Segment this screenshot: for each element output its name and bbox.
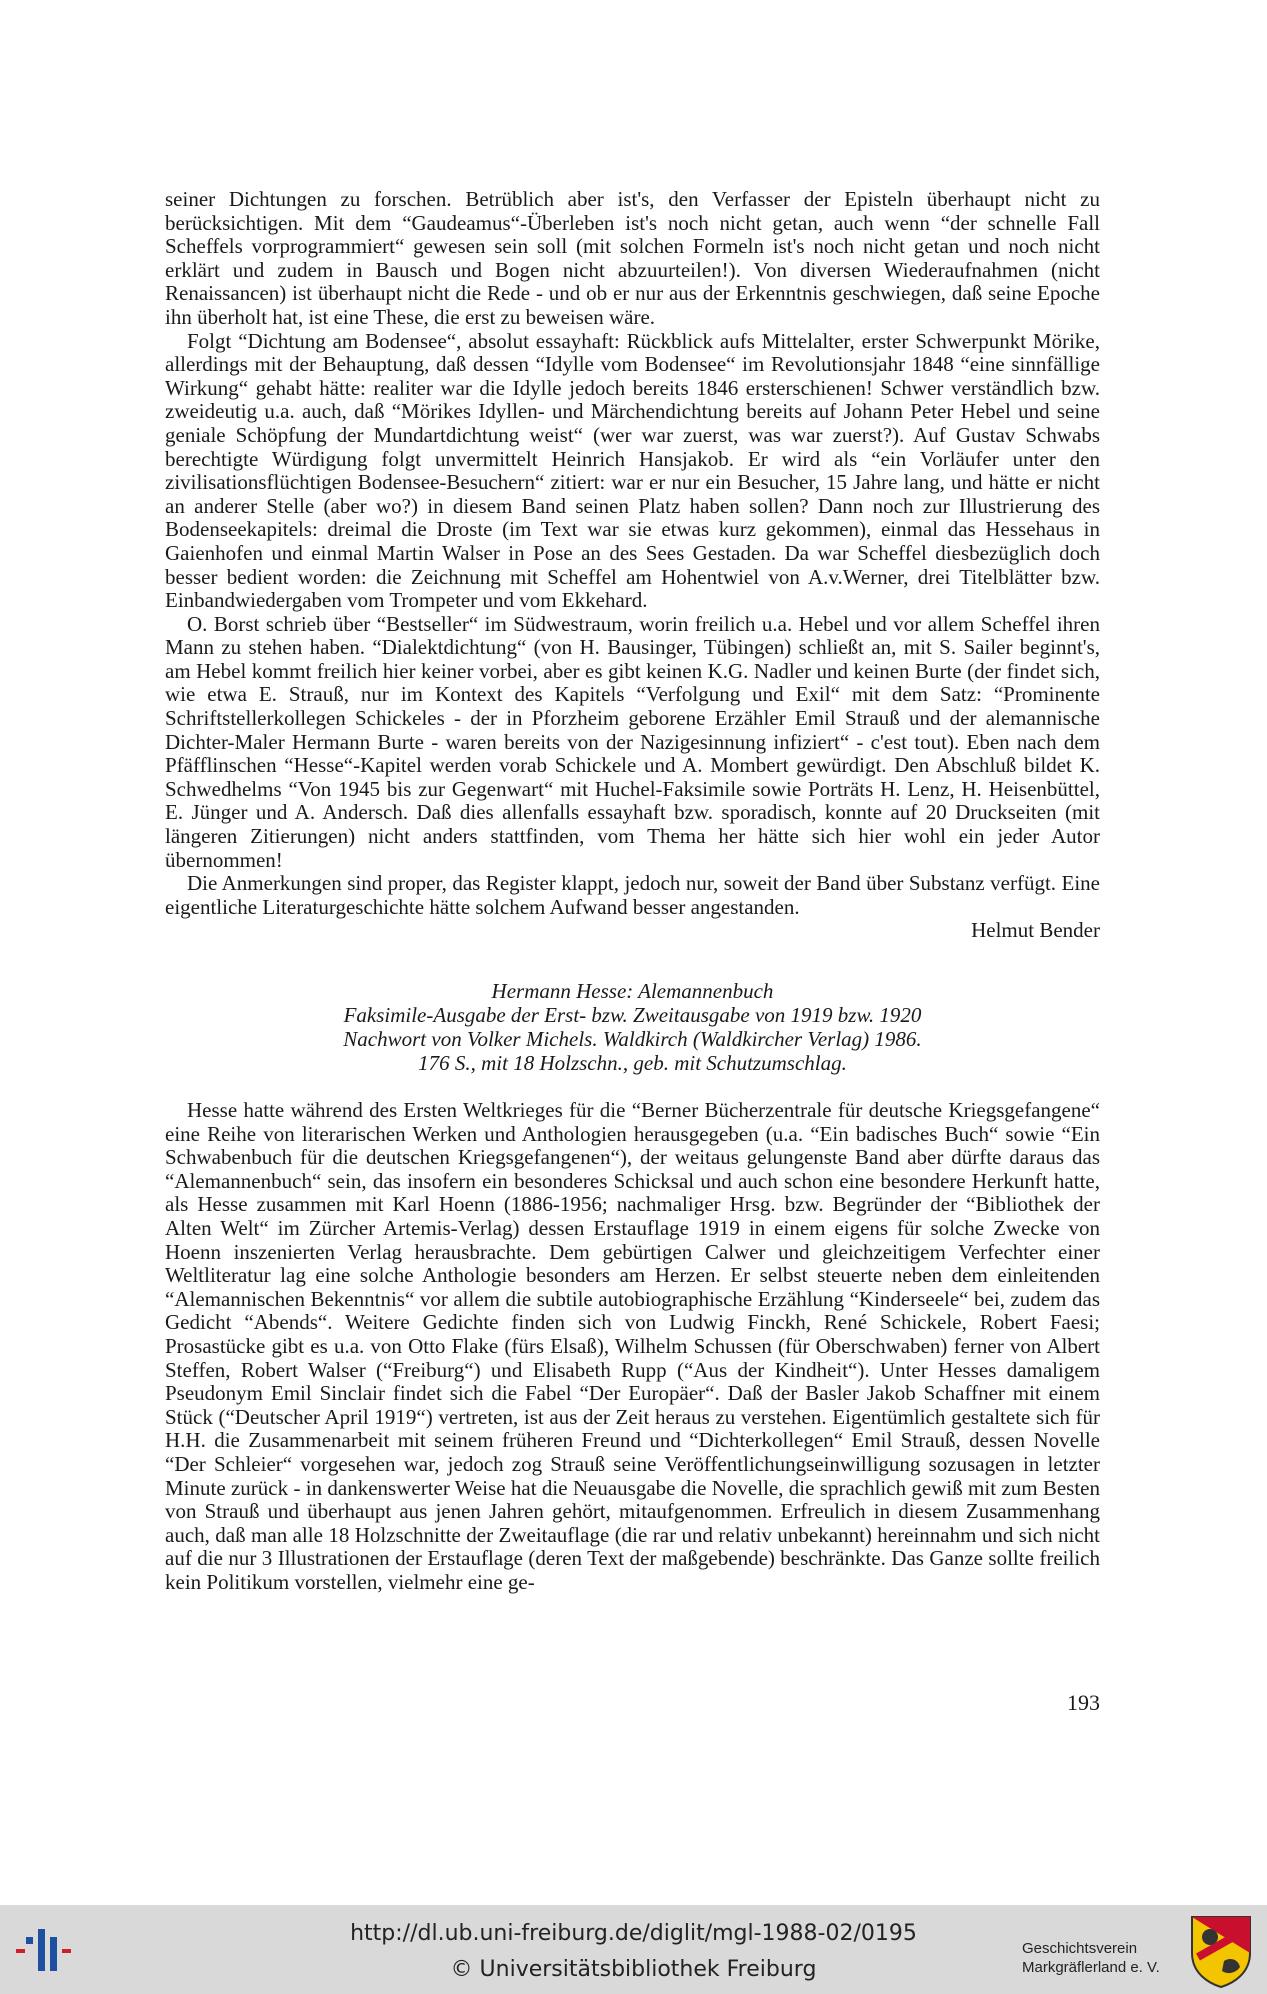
article-text <box>165 188 1100 1594</box>
paragraph: seiner Dichtungen zu forschen. Betrüblich aber ist's, den Verfasser der Episteln überhaupt nicht zu berücksichtigen. Mit dem “Gaudeamus“-Überleben ist's noch nicht getan, auch wenn “der schnelle Fall Scheffels vorprogrammiert“ gewesen sein soll (mit solchen Formeln ist's noch nicht getan und noch nicht erklärt und zudem in Bausch und Bogen nicht abzuurteilen!). Von diversen Wiederaufnahmen (nicht Renaissancen) ist überhaupt nicht die Rede - und ob er nur aus der Erkenntnis geschwiegen, daß seine Epoche ihn überholt hat, ist eine These, die erst zu beweisen wäre. <box>165 187 1100 329</box>
author-signature: Helmut Bender <box>971 918 1100 943</box>
organization-name-line2: Markgräflerland e. V. <box>1022 1959 1160 1976</box>
paragraph: Hesse hatte während des Ersten Weltkrieges für die “Berner Bücherzentrale für deutsche Kriegsgefangene“ eine Reihe von literarischen Werken und Anthologien herausgegeben (u.a. “Ein badisches Buch“ sowie “Ein Schwabenbuch für die deutschen Kriegsgefangenen“), der weitaus gelungenste Band aber dürfte daraus das “Alemannenbuch“ sein, das insofern ein besonderes Schicksal und auch schon eine besondere Herkunft hatte, als Hesse zusammen mit Karl Hoenn (1886-1956; nachmaliger Hrsg. bzw. Begründer der “Bibliothek der Alten Welt“ im Zürcher Artemis-Verlag) dessen Erstauflage 1919 in einem eigens für solche Zwecke von Hoenn inszenierten Verlag herausbrachte. Dem gebürtigen Calwer und gleichzeitigem Verfechter einer Weltliteratur lag eine solche Anthologie besonders am Herzen. Er selbst steuerte neben dem einleitenden “Alemannischen Bekenntnis“ vor allem die subtile autobiographische Erzählung “Kinderseele“ bei, zudem das Gedicht “Abends“. Weitere Gedichte finden sich von Ludwig Finckh, René Schickele, Robert Faesi; Prosastücke gibt es u.a. von Otto Flake (fürs Elsaß), Wilhelm Schussen (für Oberschwaben) ferner von Albert Steffen, Robert Walser (“Freiburg“) und Elisabeth Rupp (“Aus der Kindheit“). Unter Hesses damaligem Pseudonym Emil Sinclair findet sich die Fabel “Der Europäer“. Daß der Basler Jakob Schaffner mit einem Stück (“Deutscher April 1919“) vertreten, ist aus der Zeit heraus zu verstehen. Eigentümlich gestaltete sich für H.H. die Zusammenarbeit mit seinem früheren Freund und “Dichterkollegen“ Emil Strauß, dessen Novelle “Der Schleier“ vorgesehen war, jedoch zog Strauß seine Veröffentlichungseinwilligung sozusagen in letzter Minute zurück - in dankenswerter Weise hat die Neuausgabe die Novelle, die sprachlich gewiß mit zum Besten von Strauß und überhaupt aus jenen Jahren gehört, mitaufgenommen. Erfreulich in diesem Zusammenhang auch, daß man alle 18 Holzschnitte der Zweitauflage (die rar und relativ unbekannt) hereinnahm und sich nicht auf die nur 3 Illustrationen der Erstauflage (deren Text der maßgebende) beschränkte. Das Ganze sollte freilich kein Politikum vorstellen, vielmehr eine ge- <box>165 1098 1100 1594</box>
organization-name <box>1022 1939 1160 1977</box>
review-part-two <box>165 1099 1100 1594</box>
book-details-line: Faksimile-Ausgabe der Erst- bzw. Zweitausgabe von 1919 bzw. 1920 <box>343 1003 922 1027</box>
paragraph: Die Anmerkungen sind proper, das Register klappt, jedoch nur, soweit der Band über Substanz verfügt. Eine eigentliche Literaturgeschichte hätte solchem Aufwand besser angestanden. <box>165 871 1100 919</box>
copyright-text: © Universitätsbibliothek Freiburg <box>450 1957 817 1982</box>
organization-name-line1: Geschichtsverein <box>1022 1940 1138 1957</box>
paragraph: Folgt “Dichtung am Bodensee“, absolut essayhaft: Rückblick aufs Mittelalter, erster Schwerpunkt Mörike, allerdings mit der Behauptung, daß dessen “Idylle vom Bodensee“ im Revolutionsjahr 1848 “eine sinnfällige Wirkung“ gehabt hätte: realiter war die Idylle jedoch bereits 1846 ersterschienen! Schwer verständlich bzw. zweideutig u.a. auch, daß “Mörikes Idyllen- und Märchendichtung bereits auf Johann Peter Hebel und seine geniale Schöpfung der Mundartdichtung weist“ (wer war zuerst, was war zuerst?). Auf Gustav Schwabs berechtigte Würdigung folgt unvermittelt Heinrich Hansjakob. Er wird als “ein Vorläufer unter den zivilisationsflüchtigen Bodensee-Besuchern“ zitiert: war er nur ein Besucher, 15 Jahre lang, und hätte er nicht an anderer Stelle (aber wo?) in diesem Band seinen Platz haben sollen? Dann noch zur Illustrierung des Bodenseekapitels: dreimal die Droste (im Text war sie etwas kurz gekommen), einmal das Hessehaus in Gaienhofen und einmal Martin Walser in Pose an des Sees Gestaden. Da war Scheffel diesbezüglich doch besser bedient worden: die Zeichnung mit Scheffel am Hohentwiel von A.v.Werner, drei Titelblätter bzw. Einbandwiedergaben vom Trompeter und vom Ekkehard. <box>165 328 1100 613</box>
viewer-footer <box>0 1905 1267 1994</box>
book-title: Hermann Hesse: Alemannenbuch <box>491 979 774 1003</box>
coat-of-arms-icon[interactable] <box>1188 1913 1254 1989</box>
paragraph: O. Borst schrieb über “Bestseller“ im Südwestraum, worin freilich u.a. Hebel und vor allem Scheffel ihren Mann zu stehen haben. “Dialektdichtung“ (von H. Bausinger, Tübingen) schließt an, mit S. Sailer beginnt's, am Hebel kommt freilich hier keiner vorbei, aber es gibt keinen K.G. Nadler und keinen Burte (der findet sich, wie etwa E. Strauß, nur im Kontext des Kapitels “Verfolgung und Exil“ mit dem Satz: “Prominente Schriftstellerkollegen Schickeles - der in Pforzheim geborene Erzähler Emil Strauß und der alemannische Dichter-Maler Hermann Burte - waren bereits von der Nazigesinnung infiziert“ - c'est tout). Eben nach dem Pfäfflinschen “Hesse“-Kapitel werden vorab Schickele und A. Mombert gewürdigt. Den Abschluß bildet K. Schwedhelms “Von 1945 bis zur Gegenwart“ mit Huchel-Faksimile sowie Porträts H. Lenz, H. Heisenbüttel, E. Jünger und A. Andersch. Daß dies allenfalls essayhaft bzw. sporadisch, konnte auf 20 Druckseiten (mit längeren Zitierungen) nicht anders stattfinden, vom Thema her hätte sich hier wohl ein jeder Autor übernommen! <box>165 611 1100 872</box>
document-url-link[interactable]: http://dl.ub.uni-freiburg.de/diglit/mgl-1988-02/0195 <box>350 1921 917 1946</box>
page-number: 193 <box>1067 1690 1100 1715</box>
book-review-header <box>165 979 1100 1075</box>
book-details-line: 176 S., mit 18 Holzschn., geb. mit Schutzumschlag. <box>418 1051 847 1075</box>
review-part-one <box>165 188 1100 919</box>
book-details-line: Nachwort von Volker Michels. Waldkirch (Waldkircher Verlag) 1986. <box>343 1027 922 1051</box>
